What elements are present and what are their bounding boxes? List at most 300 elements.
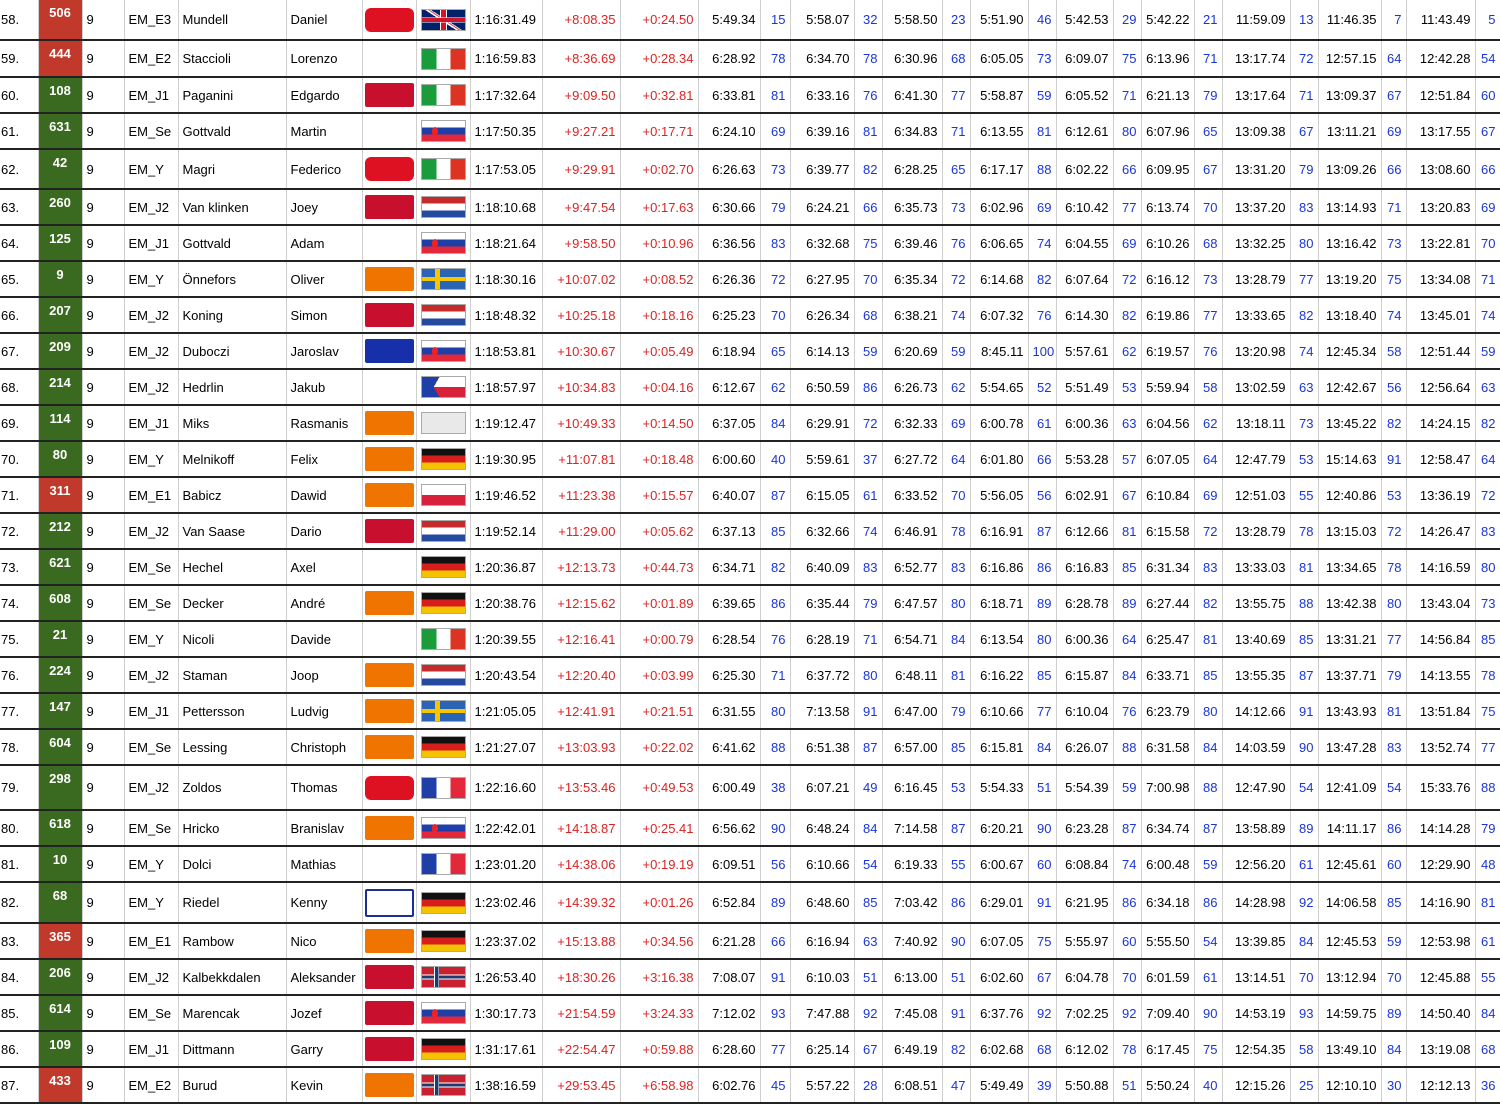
bib-number-badge: 68	[39, 883, 82, 922]
class-cell: EM_J2	[124, 959, 178, 995]
flag-cell	[416, 729, 470, 765]
table-row[interactable]	[0, 225, 1500, 261]
first-name-cell[interactable]: Joey	[286, 189, 362, 225]
table-row[interactable]	[0, 621, 1500, 657]
stage-8-rank-cell: 71	[1381, 189, 1406, 225]
last-name-cell[interactable]: Miks	[178, 405, 286, 441]
first-name-cell[interactable]: Nico	[286, 923, 362, 959]
stage-7-rank-cell: 92	[1290, 882, 1318, 923]
flag-de-icon	[421, 448, 466, 470]
stage-7-time-cell: 12:56.20	[1222, 846, 1290, 882]
stage-8-time-cell: 13:43.93	[1318, 693, 1381, 729]
stage-5-rank-cell: 29	[1113, 0, 1141, 40]
last-name-cell[interactable]: Lessing	[178, 729, 286, 765]
laps-cell: 9	[82, 549, 124, 585]
first-name-cell[interactable]: Dario	[286, 513, 362, 549]
stage-2-time-cell: 6:34.70	[790, 40, 854, 77]
position-cell: 81.	[0, 846, 38, 882]
class-cell: EM_J2	[124, 657, 178, 693]
stage-5-time-cell: 5:55.97	[1056, 923, 1113, 959]
stage-1-rank-cell: 88	[760, 729, 790, 765]
last-name-cell[interactable]: Paganini	[178, 77, 286, 113]
total-time-cell: 1:20:36.87	[470, 549, 542, 585]
gap-leader-cell: +14:18.87	[542, 810, 620, 846]
class-cell: EM_J1	[124, 693, 178, 729]
stage-8-rank-cell: 73	[1381, 225, 1406, 261]
stage-7-time-cell: 13:58.89	[1222, 810, 1290, 846]
stage-4-rank-cell: 88	[1028, 149, 1056, 189]
stage-7-rank-cell: 88	[1290, 585, 1318, 621]
flag-cell	[416, 261, 470, 297]
gap-previous-cell: +0:02.70	[620, 149, 698, 189]
flag-cell	[416, 657, 470, 693]
stage-3-rank-cell: 62	[942, 369, 970, 405]
stage-4-rank-cell: 80	[1028, 621, 1056, 657]
stage-9-time-cell: 13:43.04	[1406, 585, 1475, 621]
stage-6-rank-cell: 71	[1194, 40, 1222, 77]
stage-5-rank-cell: 92	[1113, 995, 1141, 1031]
stage-6-time-cell: 6:10.26	[1141, 225, 1194, 261]
gasgas-logo-icon	[365, 1001, 414, 1025]
position-cell: 65.	[0, 261, 38, 297]
first-name-cell[interactable]: Aleksander	[286, 959, 362, 995]
fantic-logo-icon	[365, 889, 414, 917]
stage-3-rank-cell: 71	[942, 113, 970, 149]
flag-de-icon	[421, 556, 466, 578]
stage-6-time-cell: 6:27.44	[1141, 585, 1194, 621]
laps-cell: 9	[82, 149, 124, 189]
stage-5-rank-cell: 74	[1113, 846, 1141, 882]
stage-7-rank-cell: 77	[1290, 261, 1318, 297]
stage-4-rank-cell: 81	[1028, 113, 1056, 149]
laps-cell: 9	[82, 261, 124, 297]
stage-5-rank-cell: 84	[1113, 657, 1141, 693]
stage-7-time-cell: 12:54.35	[1222, 1031, 1290, 1067]
first-name-cell[interactable]: Jozef	[286, 995, 362, 1031]
stage-1-time-cell: 6:09.51	[698, 846, 760, 882]
stage-9-rank-cell: 82	[1475, 405, 1500, 441]
stage-5-rank-cell: 76	[1113, 693, 1141, 729]
last-name-cell[interactable]: Melnikoff	[178, 441, 286, 477]
brand-logo-cell	[362, 297, 416, 333]
first-name-cell[interactable]: Ludvig	[286, 693, 362, 729]
stage-3-time-cell: 6:28.25	[882, 149, 942, 189]
first-name-cell[interactable]: Simon	[286, 297, 362, 333]
gasgas-logo-icon	[365, 519, 414, 543]
stage-5-rank-cell: 89	[1113, 585, 1141, 621]
stage-9-rank-cell: 79	[1475, 810, 1500, 846]
stage-7-rank-cell: 80	[1290, 225, 1318, 261]
stage-6-time-cell: 6:23.79	[1141, 693, 1194, 729]
stage-2-rank-cell: 49	[854, 765, 882, 810]
first-name-cell[interactable]: Davide	[286, 621, 362, 657]
stage-6-time-cell: 6:09.95	[1141, 149, 1194, 189]
stage-1-rank-cell: 76	[760, 621, 790, 657]
stage-5-time-cell: 6:08.84	[1056, 846, 1113, 882]
stage-3-time-cell: 6:49.19	[882, 1031, 942, 1067]
bib-number-cell	[38, 225, 82, 261]
stage-7-rank-cell: 61	[1290, 846, 1318, 882]
last-name-cell[interactable]: Dolci	[178, 846, 286, 882]
bib-number-cell	[38, 149, 82, 189]
husqvarna-logo-icon	[365, 852, 414, 876]
stage-1-time-cell: 6:28.54	[698, 621, 760, 657]
stage-8-rank-cell: 7	[1381, 0, 1406, 40]
table-row[interactable]	[0, 1067, 1500, 1103]
class-cell: EM_J1	[124, 77, 178, 113]
gap-leader-cell: +10:30.67	[542, 333, 620, 369]
stage-6-time-cell: 5:59.94	[1141, 369, 1194, 405]
first-name-cell[interactable]: Oliver	[286, 261, 362, 297]
table-row[interactable]	[0, 585, 1500, 621]
stage-8-time-cell: 13:37.71	[1318, 657, 1381, 693]
stage-7-time-cell: 13:18.11	[1222, 405, 1290, 441]
gap-leader-cell: +9:27.21	[542, 113, 620, 149]
last-name-cell[interactable]: Mundell	[178, 0, 286, 40]
laps-cell: 9	[82, 225, 124, 261]
stage-8-rank-cell: 84	[1381, 1031, 1406, 1067]
stage-3-time-cell: 6:30.96	[882, 40, 942, 77]
stage-7-rank-cell: 55	[1290, 477, 1318, 513]
position-cell: 72.	[0, 513, 38, 549]
table-row[interactable]	[0, 549, 1500, 585]
stage-1-rank-cell: 80	[760, 693, 790, 729]
class-cell: EM_Se	[124, 549, 178, 585]
last-name-cell[interactable]: Hechel	[178, 549, 286, 585]
stage-5-rank-cell: 64	[1113, 621, 1141, 657]
stage-6-time-cell: 6:00.48	[1141, 846, 1194, 882]
stage-4-rank-cell: 56	[1028, 477, 1056, 513]
stage-1-rank-cell: 87	[760, 477, 790, 513]
table-row[interactable]	[0, 40, 1500, 77]
stage-2-time-cell: 6:32.66	[790, 513, 854, 549]
last-name-cell[interactable]: Koning	[178, 297, 286, 333]
gap-previous-cell: +0:05.49	[620, 333, 698, 369]
stage-8-time-cell: 13:45.22	[1318, 405, 1381, 441]
position-cell: 82.	[0, 882, 38, 923]
stage-6-time-cell: 6:13.96	[1141, 40, 1194, 77]
stage-3-rank-cell: 83	[942, 549, 970, 585]
last-name-cell[interactable]: Staccioli	[178, 40, 286, 77]
last-name-cell[interactable]: Marencak	[178, 995, 286, 1031]
stage-6-rank-cell: 79	[1194, 77, 1222, 113]
gap-leader-cell: +10:25.18	[542, 297, 620, 333]
gap-leader-cell: +11:29.00	[542, 513, 620, 549]
last-name-cell[interactable]: Van Saase	[178, 513, 286, 549]
stage-8-rank-cell: 30	[1381, 1067, 1406, 1103]
first-name-cell[interactable]: Jakub	[286, 369, 362, 405]
stage-7-time-cell: 13:20.98	[1222, 333, 1290, 369]
last-name-cell[interactable]: Gottvald	[178, 113, 286, 149]
brand-logo-cell	[362, 369, 416, 405]
stage-1-rank-cell: 45	[760, 1067, 790, 1103]
last-name-cell[interactable]: Pettersson	[178, 693, 286, 729]
table-row[interactable]	[0, 113, 1500, 149]
table-row[interactable]	[0, 882, 1500, 923]
flag-cell	[416, 441, 470, 477]
last-name-cell[interactable]: Hedrlin	[178, 369, 286, 405]
table-row[interactable]	[0, 77, 1500, 113]
total-time-cell: 1:21:27.07	[470, 729, 542, 765]
gap-previous-cell: +0:15.57	[620, 477, 698, 513]
position-cell: 69.	[0, 405, 38, 441]
stage-9-time-cell: 13:08.60	[1406, 149, 1475, 189]
stage-8-rank-cell: 60	[1381, 846, 1406, 882]
stage-6-rank-cell: 80	[1194, 693, 1222, 729]
table-row[interactable]	[0, 513, 1500, 549]
flag-cell	[416, 77, 470, 113]
class-cell: EM_J2	[124, 369, 178, 405]
last-name-cell[interactable]: Nicoli	[178, 621, 286, 657]
first-name-cell[interactable]: Lorenzo	[286, 40, 362, 77]
stage-7-rank-cell: 13	[1290, 0, 1318, 40]
gasgas-logo-icon	[365, 1037, 414, 1061]
table-row[interactable]	[0, 0, 1500, 40]
total-time-cell: 1:38:16.59	[470, 1067, 542, 1103]
first-name-cell[interactable]: Felix	[286, 441, 362, 477]
stage-8-time-cell: 12:45.53	[1318, 923, 1381, 959]
stage-6-time-cell: 6:04.56	[1141, 405, 1194, 441]
ktm-logo-icon	[365, 699, 414, 723]
stage-1-rank-cell: 15	[760, 0, 790, 40]
brand-logo-cell	[362, 621, 416, 657]
total-time-cell: 1:18:10.68	[470, 189, 542, 225]
flag-sk-icon	[421, 232, 466, 254]
stage-9-rank-cell: 55	[1475, 959, 1500, 995]
stage-1-time-cell: 6:26.36	[698, 261, 760, 297]
first-name-cell[interactable]: Garry	[286, 1031, 362, 1067]
first-name-cell[interactable]: Mathias	[286, 846, 362, 882]
stage-3-rank-cell: 72	[942, 261, 970, 297]
stage-8-rank-cell: 59	[1381, 923, 1406, 959]
last-name-cell[interactable]: Kalbekkdalen	[178, 959, 286, 995]
stage-3-time-cell: 7:14.58	[882, 810, 942, 846]
first-name-cell[interactable]: Thomas	[286, 765, 362, 810]
laps-cell: 9	[82, 405, 124, 441]
stage-7-rank-cell: 71	[1290, 77, 1318, 113]
table-row[interactable]	[0, 149, 1500, 189]
flag-cell	[416, 477, 470, 513]
flag-cell	[416, 585, 470, 621]
table-row[interactable]	[0, 189, 1500, 225]
last-name-cell[interactable]: Zoldos	[178, 765, 286, 810]
stage-6-time-cell: 5:55.50	[1141, 923, 1194, 959]
table-row[interactable]	[0, 1031, 1500, 1067]
stage-3-rank-cell: 90	[942, 923, 970, 959]
stage-6-rank-cell: 62	[1194, 405, 1222, 441]
brand-logo-cell	[362, 113, 416, 149]
last-name-cell[interactable]: Magri	[178, 149, 286, 189]
laps-cell: 9	[82, 1067, 124, 1103]
last-name-cell[interactable]: Decker	[178, 585, 286, 621]
last-name-cell[interactable]: Babicz	[178, 477, 286, 513]
position-cell: 67.	[0, 333, 38, 369]
stage-2-rank-cell: 92	[854, 995, 882, 1031]
stage-9-rank-cell: 61	[1475, 923, 1500, 959]
stage-4-time-cell: 6:16.86	[970, 549, 1028, 585]
table-row[interactable]	[0, 297, 1500, 333]
last-name-cell[interactable]: Riedel	[178, 882, 286, 923]
brand-logo-cell	[362, 810, 416, 846]
bib-number-cell	[38, 810, 82, 846]
first-name-cell[interactable]: Rasmanis	[286, 405, 362, 441]
first-name-cell[interactable]: Federico	[286, 149, 362, 189]
last-name-cell[interactable]: Dittmann	[178, 1031, 286, 1067]
stage-1-rank-cell: 65	[760, 333, 790, 369]
laps-cell: 9	[82, 369, 124, 405]
flag-cell	[416, 810, 470, 846]
stage-4-rank-cell: 66	[1028, 441, 1056, 477]
first-name-cell[interactable]: Kevin	[286, 1067, 362, 1103]
position-cell: 66.	[0, 297, 38, 333]
first-name-cell[interactable]: Branislav	[286, 810, 362, 846]
total-time-cell: 1:17:32.64	[470, 77, 542, 113]
last-name-cell[interactable]: Burud	[178, 1067, 286, 1103]
stage-8-time-cell: 13:09.26	[1318, 149, 1381, 189]
stage-6-time-cell: 6:19.57	[1141, 333, 1194, 369]
brand-logo-cell	[362, 729, 416, 765]
stage-9-rank-cell: 67	[1475, 113, 1500, 149]
gap-previous-cell: +6:58.98	[620, 1067, 698, 1103]
brand-logo-cell	[362, 923, 416, 959]
stage-1-rank-cell: 73	[760, 149, 790, 189]
stage-4-rank-cell: 68	[1028, 1031, 1056, 1067]
class-cell: EM_E1	[124, 477, 178, 513]
last-name-cell[interactable]: Hricko	[178, 810, 286, 846]
gap-previous-cell: +0:59.88	[620, 1031, 698, 1067]
stage-3-time-cell: 5:58.50	[882, 0, 942, 40]
gap-previous-cell: +0:17.63	[620, 189, 698, 225]
table-row[interactable]	[0, 657, 1500, 693]
stage-3-time-cell: 6:35.34	[882, 261, 942, 297]
first-name-cell[interactable]: Joop	[286, 657, 362, 693]
stage-8-time-cell: 13:47.28	[1318, 729, 1381, 765]
stage-7-time-cell: 13:31.20	[1222, 149, 1290, 189]
last-name-cell[interactable]: Staman	[178, 657, 286, 693]
first-name-cell[interactable]: Martin	[286, 113, 362, 149]
stage-5-time-cell: 5:54.39	[1056, 765, 1113, 810]
stage-6-rank-cell: 40	[1194, 1067, 1222, 1103]
gap-previous-cell: +0:34.56	[620, 923, 698, 959]
laps-cell: 9	[82, 585, 124, 621]
first-name-cell[interactable]: Kenny	[286, 882, 362, 923]
stage-9-time-cell: 14:14.28	[1406, 810, 1475, 846]
stage-3-rank-cell: 59	[942, 333, 970, 369]
table-row[interactable]	[0, 369, 1500, 405]
gap-leader-cell: +12:20.40	[542, 657, 620, 693]
table-row[interactable]	[0, 810, 1500, 846]
last-name-cell[interactable]: Önnefors	[178, 261, 286, 297]
first-name-cell[interactable]: André	[286, 585, 362, 621]
brand-logo-cell	[362, 405, 416, 441]
position-cell: 68.	[0, 369, 38, 405]
stage-6-rank-cell: 54	[1194, 923, 1222, 959]
first-name-cell[interactable]: Christoph	[286, 729, 362, 765]
bib-number-cell	[38, 585, 82, 621]
first-name-cell[interactable]: Jaroslav	[286, 333, 362, 369]
gap-leader-cell: +14:38.06	[542, 846, 620, 882]
flag-nl-icon	[421, 664, 466, 686]
stage-3-rank-cell: 74	[942, 297, 970, 333]
table-row[interactable]	[0, 441, 1500, 477]
stage-9-rank-cell: 48	[1475, 846, 1500, 882]
stage-5-rank-cell: 87	[1113, 810, 1141, 846]
stage-4-rank-cell: 82	[1028, 261, 1056, 297]
bib-number-badge: 604	[39, 730, 82, 764]
husqvarna-logo-icon	[365, 627, 414, 651]
table-row[interactable]	[0, 765, 1500, 810]
gasgas-logo-icon	[365, 303, 414, 327]
table-row[interactable]	[0, 477, 1500, 513]
first-name-cell[interactable]: Adam	[286, 225, 362, 261]
stage-6-time-cell: 7:00.98	[1141, 765, 1194, 810]
stage-4-time-cell: 6:16.91	[970, 513, 1028, 549]
class-cell: EM_Y	[124, 846, 178, 882]
gap-previous-cell: +0:01.89	[620, 585, 698, 621]
table-row[interactable]	[0, 693, 1500, 729]
stage-8-time-cell: 13:14.93	[1318, 189, 1381, 225]
first-name-cell[interactable]: Edgardo	[286, 77, 362, 113]
position-cell: 61.	[0, 113, 38, 149]
position-cell: 75.	[0, 621, 38, 657]
stage-1-time-cell: 6:30.66	[698, 189, 760, 225]
bib-number-badge: 42	[39, 150, 82, 188]
table-row[interactable]	[0, 923, 1500, 959]
stage-8-time-cell: 14:06.58	[1318, 882, 1381, 923]
beta-logo-icon	[365, 776, 414, 800]
flag-nl-icon	[421, 196, 466, 218]
laps-cell: 9	[82, 297, 124, 333]
first-name-cell[interactable]: Daniel	[286, 0, 362, 40]
table-row[interactable]	[0, 995, 1500, 1031]
table-row[interactable]	[0, 846, 1500, 882]
first-name-cell[interactable]: Dawid	[286, 477, 362, 513]
stage-7-time-cell: 12:47.79	[1222, 441, 1290, 477]
stage-6-time-cell: 6:17.45	[1141, 1031, 1194, 1067]
first-name-cell[interactable]: Axel	[286, 549, 362, 585]
class-cell: EM_J2	[124, 513, 178, 549]
stage-3-time-cell: 6:41.30	[882, 77, 942, 113]
stage-1-time-cell: 6:40.07	[698, 477, 760, 513]
stage-5-time-cell: 6:05.52	[1056, 77, 1113, 113]
last-name-cell[interactable]: Van klinken	[178, 189, 286, 225]
stage-7-time-cell: 13:33.03	[1222, 549, 1290, 585]
stage-2-rank-cell: 61	[854, 477, 882, 513]
table-row[interactable]	[0, 959, 1500, 995]
flag-no-icon	[421, 966, 466, 988]
stage-4-time-cell: 6:02.96	[970, 189, 1028, 225]
flag-sk-icon	[421, 817, 466, 839]
last-name-cell[interactable]: Rambow	[178, 923, 286, 959]
last-name-cell[interactable]: Duboczi	[178, 333, 286, 369]
laps-cell: 9	[82, 40, 124, 77]
table-row[interactable]	[0, 729, 1500, 765]
total-time-cell: 1:26:53.40	[470, 959, 542, 995]
table-row[interactable]	[0, 333, 1500, 369]
last-name-cell[interactable]: Gottvald	[178, 225, 286, 261]
table-row[interactable]	[0, 405, 1500, 441]
total-time-cell: 1:31:17.61	[470, 1031, 542, 1067]
stage-3-time-cell: 6:08.51	[882, 1067, 942, 1103]
stage-6-rank-cell: 77	[1194, 297, 1222, 333]
gap-previous-cell: +0:17.71	[620, 113, 698, 149]
brand-logo-cell	[362, 1031, 416, 1067]
table-row[interactable]	[0, 261, 1500, 297]
flag-cell	[416, 405, 470, 441]
stage-3-time-cell: 6:13.00	[882, 959, 942, 995]
stage-4-rank-cell: 46	[1028, 0, 1056, 40]
flag-fr-icon	[421, 853, 466, 875]
